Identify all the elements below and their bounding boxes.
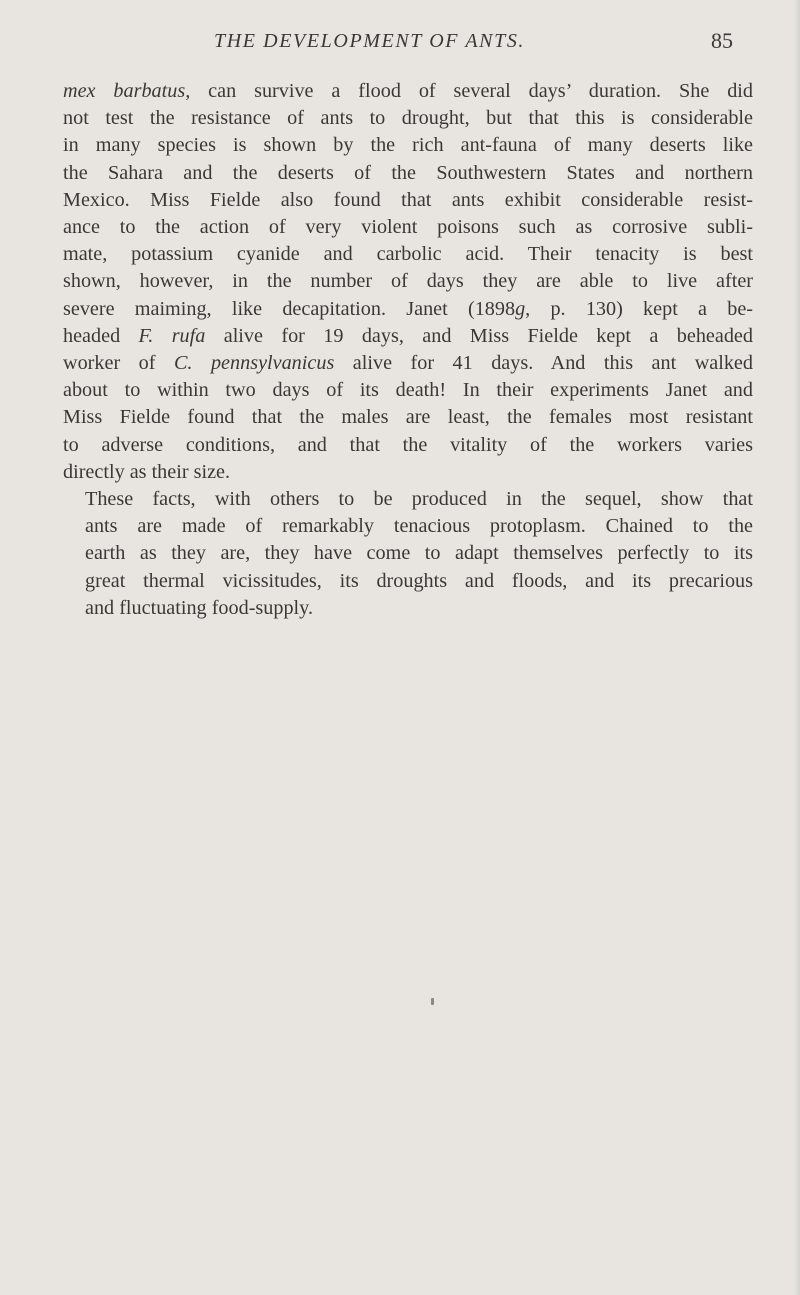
text-line	[63, 105, 753, 132]
italic-run: F. rufa	[138, 324, 206, 347]
text-run: Miss Fielde found that the males are least, the females most resistant	[63, 406, 753, 429]
paragraph	[63, 486, 753, 622]
text-line	[63, 459, 753, 486]
text-line	[63, 432, 753, 459]
italic-run: mex barbatus,	[63, 80, 191, 102]
page-edge-shadow	[794, 0, 800, 1295]
running-head	[214, 30, 594, 56]
text-run: shown, however, in the number of days they are able to live after	[63, 270, 753, 293]
page-number: 85	[711, 28, 733, 53]
text-line	[63, 268, 753, 295]
text-line	[63, 568, 753, 595]
text-run: severe maiming, like decapitation. Janet (1898	[63, 297, 516, 320]
text-run: directly as their size.	[63, 460, 231, 483]
text-run: ants are made of remarkably tenacious protoplasm. Chained to the	[85, 515, 753, 538]
text-line	[63, 323, 753, 350]
text-run: alive for 19 days, and Miss Fielde kept a beheaded	[205, 324, 753, 347]
text-run: headed	[63, 324, 139, 347]
text-line	[63, 132, 753, 159]
text-line	[63, 187, 753, 214]
text-run: in many species is shown by the rich ant-fauna of many deserts like	[63, 134, 753, 157]
text-line	[63, 214, 753, 241]
text-run: can survive a flood of several days’ duration. She did	[190, 80, 753, 102]
text-line	[63, 486, 753, 513]
text-line	[63, 78, 753, 105]
text-run: worker of	[63, 352, 174, 375]
text-run: Mexico. Miss Fielde also found that ants exhibit considerable resist-	[63, 188, 753, 211]
text-line	[63, 513, 753, 540]
text-run: ance to the action of very violent poisons such as corrosive subli-	[63, 216, 753, 239]
body-text	[63, 78, 753, 622]
text-line	[63, 160, 753, 187]
text-run: great thermal vicissitudes, its droughts and floods, and its precarious	[85, 569, 753, 592]
italic-run: g	[515, 297, 526, 320]
text-run: alive for 41 days. And this ant walked	[334, 352, 753, 375]
text-run: , p. 130) kept a be-	[525, 297, 754, 320]
paragraph	[63, 78, 753, 486]
text-line	[63, 404, 753, 431]
text-line	[63, 595, 753, 622]
text-run: the Sahara and the deserts of the Southwestern States and northern	[63, 161, 753, 184]
text-line	[63, 540, 753, 567]
text-line	[63, 350, 753, 377]
text-run: mate, potassium cyanide and carbolic acid. Their tenacity is best	[63, 243, 753, 266]
text-run: about to within two days of its death! In their experiments Janet and	[63, 379, 753, 402]
text-line	[63, 241, 753, 268]
text-run: not test the resistance of ants to drought, but that this is considerable	[63, 107, 753, 130]
text-run: earth as they are, they have come to adapt themselves perfectly to its	[85, 542, 753, 565]
text-line	[63, 296, 753, 323]
text-run: These facts, with others to be produced in the sequel, show that	[85, 488, 753, 511]
text-run: to adverse conditions, and that the vitality of the workers varies	[63, 433, 753, 456]
italic-run: C. pennsylvanicus	[173, 352, 335, 375]
text-run: and fluctuating food-supply.	[85, 596, 313, 619]
print-speck	[431, 998, 434, 1005]
running-title: THE DEVELOPMENT OF ANTS.	[214, 30, 526, 52]
text-line	[63, 377, 753, 404]
